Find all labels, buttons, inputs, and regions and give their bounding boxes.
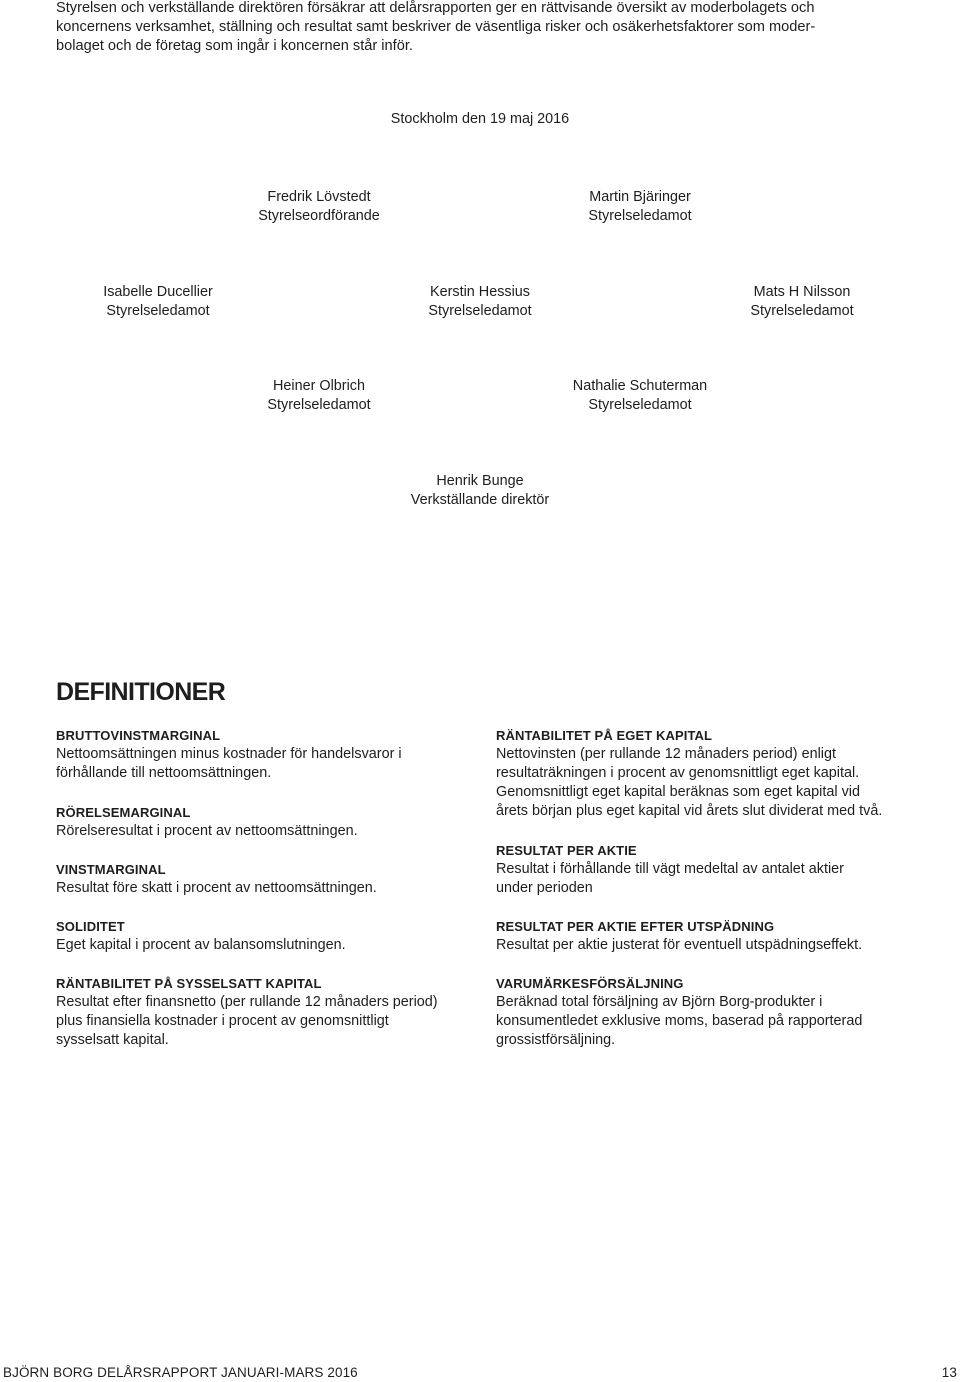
signatory-name: Fredrik Lövstedt bbox=[267, 189, 371, 205]
definition-description: Nettoomsättningen minus kostnader för handelsvaror i förhållande till nettoomsättningen. bbox=[56, 746, 402, 781]
intro-line: Styrelsen och verkställande direktören försäkrar att delårsrapporten ger en rättvisande översikt av moderbolagets och bbox=[56, 0, 815, 16]
definition-item bbox=[496, 726, 926, 821]
definition-description: Nettovinsten (per rullande 12 månaders period) enligt resultaträkningen i procent av genomsnittligt eget kapital. Genomsnittligt eget kapital beräknas som eget kapital vid årets början plus eget kapital vid årets slut dividerat med två. bbox=[496, 746, 883, 819]
definition-description: Beräknad total försäljning av Björn Borg-produkter i konsumentledet exklusive moms, baserad på rapporterad grossistförsäljning. bbox=[496, 994, 863, 1048]
signatory-role: Styrelseledamot bbox=[750, 303, 854, 319]
definition-item bbox=[496, 917, 926, 955]
definition-item bbox=[56, 917, 476, 955]
definition-item bbox=[56, 860, 476, 898]
signature-block bbox=[428, 283, 531, 321]
definition-term: RÖRELSEMARGINAL bbox=[56, 805, 191, 820]
signatory-role: Styrelseledamot bbox=[267, 397, 371, 413]
signatory-role: Styrelseordförande bbox=[258, 208, 380, 224]
definition-term: RESULTAT PER AKTIE bbox=[496, 843, 637, 858]
definition-term: RÄNTABILITET PÅ SYSSELSATT KAPITAL bbox=[56, 976, 322, 991]
definition-description: Rörelseresultat i procent av nettoomsättningen. bbox=[56, 823, 358, 839]
signatory-name: Mats H Nilsson bbox=[753, 284, 851, 300]
definition-item bbox=[56, 726, 476, 783]
definition-term: VINSTMARGINAL bbox=[56, 862, 166, 877]
signatory-name: Isabelle Ducellier bbox=[103, 284, 213, 300]
definition-item bbox=[496, 974, 926, 1050]
definition-item bbox=[496, 841, 926, 898]
intro-line: koncernens verksamhet, ställning och resultat samt beskriver de väsentliga risker och osäkerhetsfaktorer som moder- bbox=[56, 19, 816, 35]
signatory-role: Styrelseledamot bbox=[428, 303, 532, 319]
intro-line: bolaget och de företag som ingår i koncernen står inför. bbox=[56, 38, 413, 54]
definition-term: VARUMÄRKESFÖRSÄLJNING bbox=[496, 976, 684, 991]
signatory-role: Styrelseledamot bbox=[588, 397, 692, 413]
definition-description: Resultat i förhållande till vägt medeltal av antalet aktier under perioden bbox=[496, 861, 844, 896]
signature-block bbox=[103, 283, 213, 321]
signature-block bbox=[588, 188, 691, 226]
definitions-heading: DEFINITIONER bbox=[56, 678, 226, 706]
signatory-role: Styrelseledamot bbox=[588, 208, 692, 224]
signatory-name: Martin Bjäringer bbox=[589, 189, 691, 205]
signatory-role: Verkställande direktör bbox=[410, 492, 550, 508]
definition-item bbox=[56, 803, 476, 841]
definition-term: BRUTTOVINSTMARGINAL bbox=[56, 728, 221, 743]
signatory-role: Styrelseledamot bbox=[106, 303, 210, 319]
signatory-name: Heiner Olbrich bbox=[273, 378, 365, 394]
footer-title: BJÖRN BORG DELÅRSRAPPORT JANUARI-MARS 2016 bbox=[3, 1365, 358, 1380]
signature-block bbox=[267, 377, 370, 415]
signatory-name: Henrik Bunge bbox=[436, 473, 524, 489]
signature-block bbox=[258, 188, 380, 226]
definition-description: Resultat före skatt i procent av nettoomsättningen. bbox=[56, 880, 377, 896]
definition-description: Resultat efter finansnetto (per rullande 12 månaders period) plus finansiella kostnader i procent av genomsnittligt sysselsatt kapital. bbox=[56, 994, 438, 1048]
signature-block bbox=[411, 472, 549, 510]
definition-term: RÄNTABILITET PÅ EGET KAPITAL bbox=[496, 728, 713, 743]
signatory-name: Kerstin Hessius bbox=[430, 284, 530, 300]
signature-block bbox=[750, 283, 853, 321]
intro-paragraph bbox=[56, 0, 916, 56]
definition-description: Eget kapital i procent av balansomslutningen. bbox=[56, 937, 346, 953]
signatory-name: Nathalie Schuterman bbox=[572, 378, 708, 394]
definition-description: Resultat per aktie justerat för eventuell utspädningseffekt. bbox=[496, 937, 863, 953]
page-number: 13 bbox=[941, 1365, 957, 1380]
definition-term: SOLIDITET bbox=[56, 919, 125, 934]
definition-term: RESULTAT PER AKTIE EFTER UTSPÄDNING bbox=[496, 919, 775, 934]
signature-block bbox=[573, 377, 707, 415]
place-date: Stockholm den 19 maj 2016 bbox=[390, 111, 570, 127]
definition-item bbox=[56, 974, 476, 1050]
